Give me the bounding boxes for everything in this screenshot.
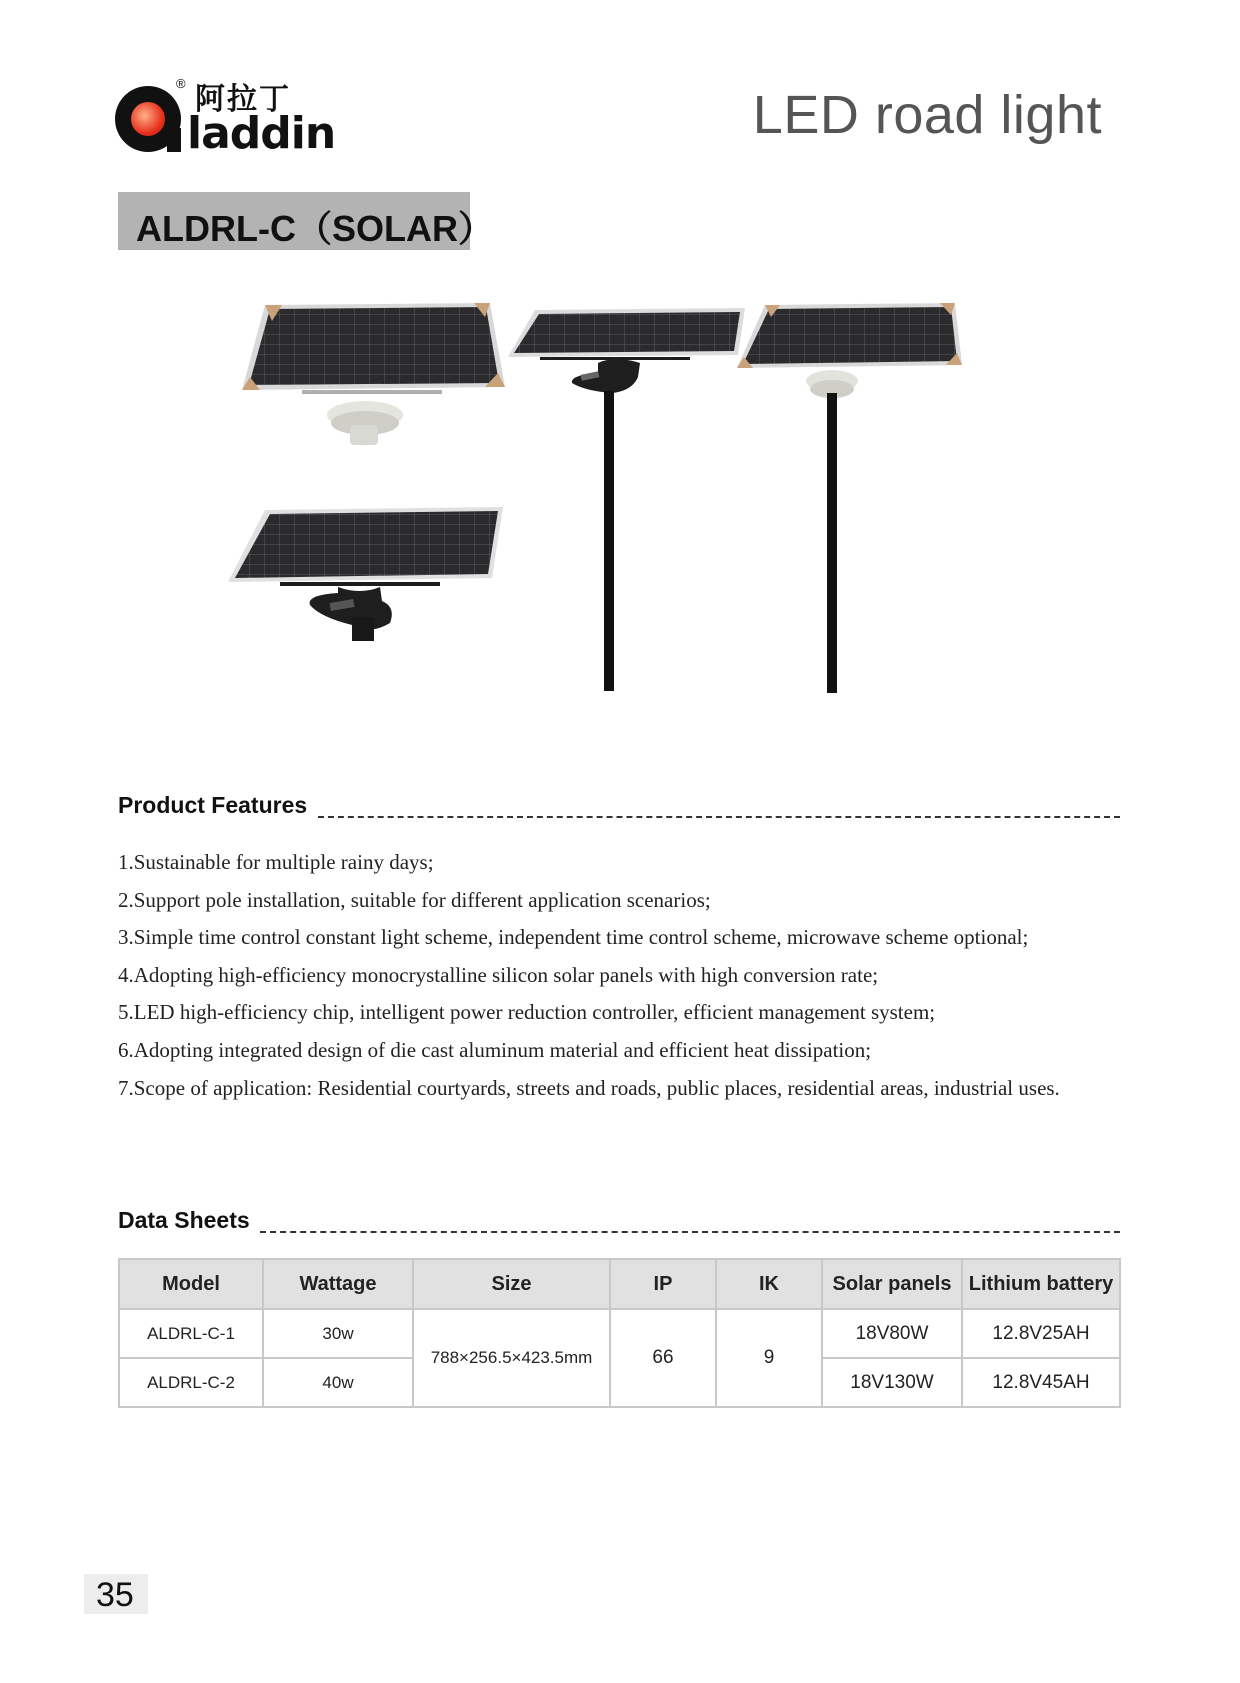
solar-light-front-view bbox=[228, 507, 503, 641]
cell-ik: 9 bbox=[716, 1309, 822, 1407]
cell-ip: 66 bbox=[610, 1309, 716, 1407]
column-header: Lithium battery bbox=[962, 1259, 1120, 1309]
solar-light-pole-dark bbox=[508, 308, 745, 691]
logo-mark-stem bbox=[167, 128, 181, 152]
product-images bbox=[220, 295, 1000, 695]
data-sheet-table bbox=[118, 1258, 1121, 1408]
feature-item: 5.LED high-efficiency chip, intelligent power reduction controller, efficient management system; bbox=[118, 1000, 936, 1025]
column-header: Size bbox=[413, 1259, 610, 1309]
cell-lithium-battery: 12.8V45AH bbox=[962, 1358, 1120, 1407]
brand-name: laddin bbox=[187, 108, 336, 159]
cell-model: ALDRL-C-2 bbox=[119, 1358, 263, 1407]
page-number-box bbox=[84, 1574, 148, 1614]
features-divider bbox=[318, 816, 1120, 818]
solar-light-pole-grey bbox=[737, 303, 962, 693]
feature-item: 1.Sustainable for multiple rainy days; bbox=[118, 850, 434, 874]
data-sheets-divider bbox=[260, 1231, 1120, 1233]
feature-item: 7.Scope of application: Residential courtyards, streets and roads, public places, residential areas, industrial uses. bbox=[118, 1075, 1060, 1100]
model-banner-label: ALDRL-C（SOLAR） bbox=[136, 208, 494, 249]
column-header: Model bbox=[119, 1259, 263, 1309]
brand-logo bbox=[115, 76, 336, 159]
registered-mark: ® bbox=[176, 76, 186, 91]
cell-size: 788×256.5×423.5mm bbox=[413, 1309, 610, 1407]
data-sheets-title: Data Sheets bbox=[118, 1207, 250, 1233]
features-list bbox=[118, 844, 1128, 1107]
feature-item: 4.Adopting high-efficiency monocrystalline silicon solar panels with high conversion rate; bbox=[118, 962, 879, 987]
cell-solar-panels: 18V80W bbox=[822, 1309, 962, 1358]
cell-lithium-battery: 12.8V25AH bbox=[962, 1309, 1120, 1358]
cell-model: ALDRL-C-1 bbox=[119, 1309, 263, 1358]
table-row bbox=[119, 1309, 1120, 1358]
brand-chinese-name: 阿拉丁 bbox=[195, 82, 291, 117]
page-number: 35 bbox=[96, 1576, 134, 1614]
column-header: IP bbox=[610, 1259, 716, 1309]
table-header-row bbox=[119, 1259, 1120, 1309]
cell-solar-panels: 18V130W bbox=[822, 1358, 962, 1407]
features-title: Product Features bbox=[118, 792, 308, 818]
column-header: Solar panels bbox=[822, 1259, 962, 1309]
feature-item: 6.Adopting integrated design of die cast aluminum material and efficient heat dissipation; bbox=[118, 1037, 872, 1062]
feature-item: 2.Support pole installation, suitable for different application scenarios; bbox=[118, 887, 711, 912]
model-banner bbox=[118, 192, 494, 250]
cell-wattage: 30w bbox=[263, 1309, 413, 1358]
column-header: IK bbox=[716, 1259, 822, 1309]
page-title: LED road light bbox=[752, 85, 1102, 145]
logo-red-dot-icon bbox=[131, 102, 165, 136]
feature-item: 3.Simple time control constant light scheme, independent time control scheme, microwave scheme optional; bbox=[118, 925, 1029, 950]
cell-wattage: 40w bbox=[263, 1358, 413, 1407]
column-header: Wattage bbox=[263, 1259, 413, 1309]
solar-light-side-view bbox=[242, 303, 505, 445]
